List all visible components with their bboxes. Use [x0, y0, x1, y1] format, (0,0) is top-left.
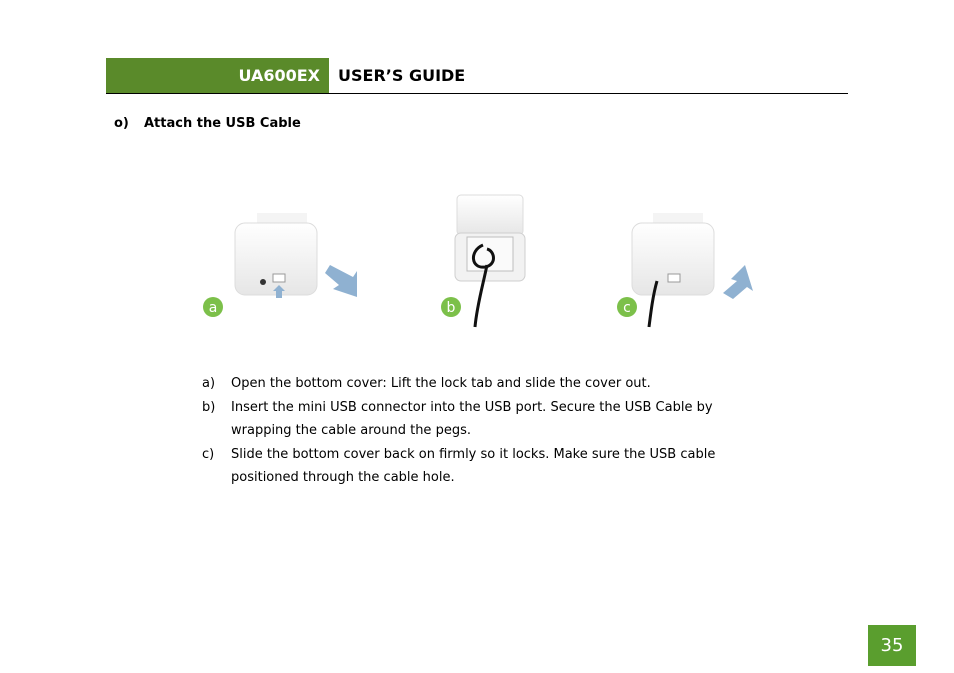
lock-tab-icon: [273, 274, 285, 282]
instruction-letter: b): [202, 400, 216, 415]
section-heading: [114, 116, 301, 131]
usb-cable-illustration: [195, 185, 770, 335]
header-model-bar: [106, 58, 329, 93]
instruction-text: Insert the mini USB connector into the USB port. Secure the USB Cable by wrapping the cable around the pegs.: [231, 400, 713, 438]
step-a-illustration: [203, 213, 357, 317]
badge-a-label: a: [208, 300, 218, 316]
badge-b-label: b: [446, 300, 456, 316]
lock-tab-icon: [668, 274, 680, 282]
instruction-letter: c): [202, 447, 215, 462]
instruction-letter: a): [202, 376, 216, 391]
step-c-illustration: [617, 213, 753, 327]
page-number: 35: [868, 625, 916, 666]
instruction-list: [202, 372, 762, 490]
slide-out-arrow-icon: [325, 265, 357, 297]
slide-in-arrow-icon: [723, 265, 753, 299]
header-divider: [106, 93, 848, 94]
instruction-item: [202, 443, 762, 489]
section-marker: o): [114, 116, 129, 131]
header-title: USER’S GUIDE: [338, 66, 466, 85]
instruction-text: Open the bottom cover: Lift the lock tab and slide the cover out.: [231, 376, 651, 391]
badge-c-label: c: [623, 300, 631, 316]
section-title: Attach the USB Cable: [144, 116, 301, 131]
cable-hole-icon: [260, 279, 266, 285]
instruction-item: [202, 396, 762, 442]
header-model: UA600EX: [238, 66, 320, 85]
instruction-text: Slide the bottom cover back on firmly so it locks. Make sure the USB cable positioned through the cable hole.: [231, 447, 716, 485]
instruction-item: [202, 372, 762, 395]
step-b-illustration: [441, 195, 525, 327]
